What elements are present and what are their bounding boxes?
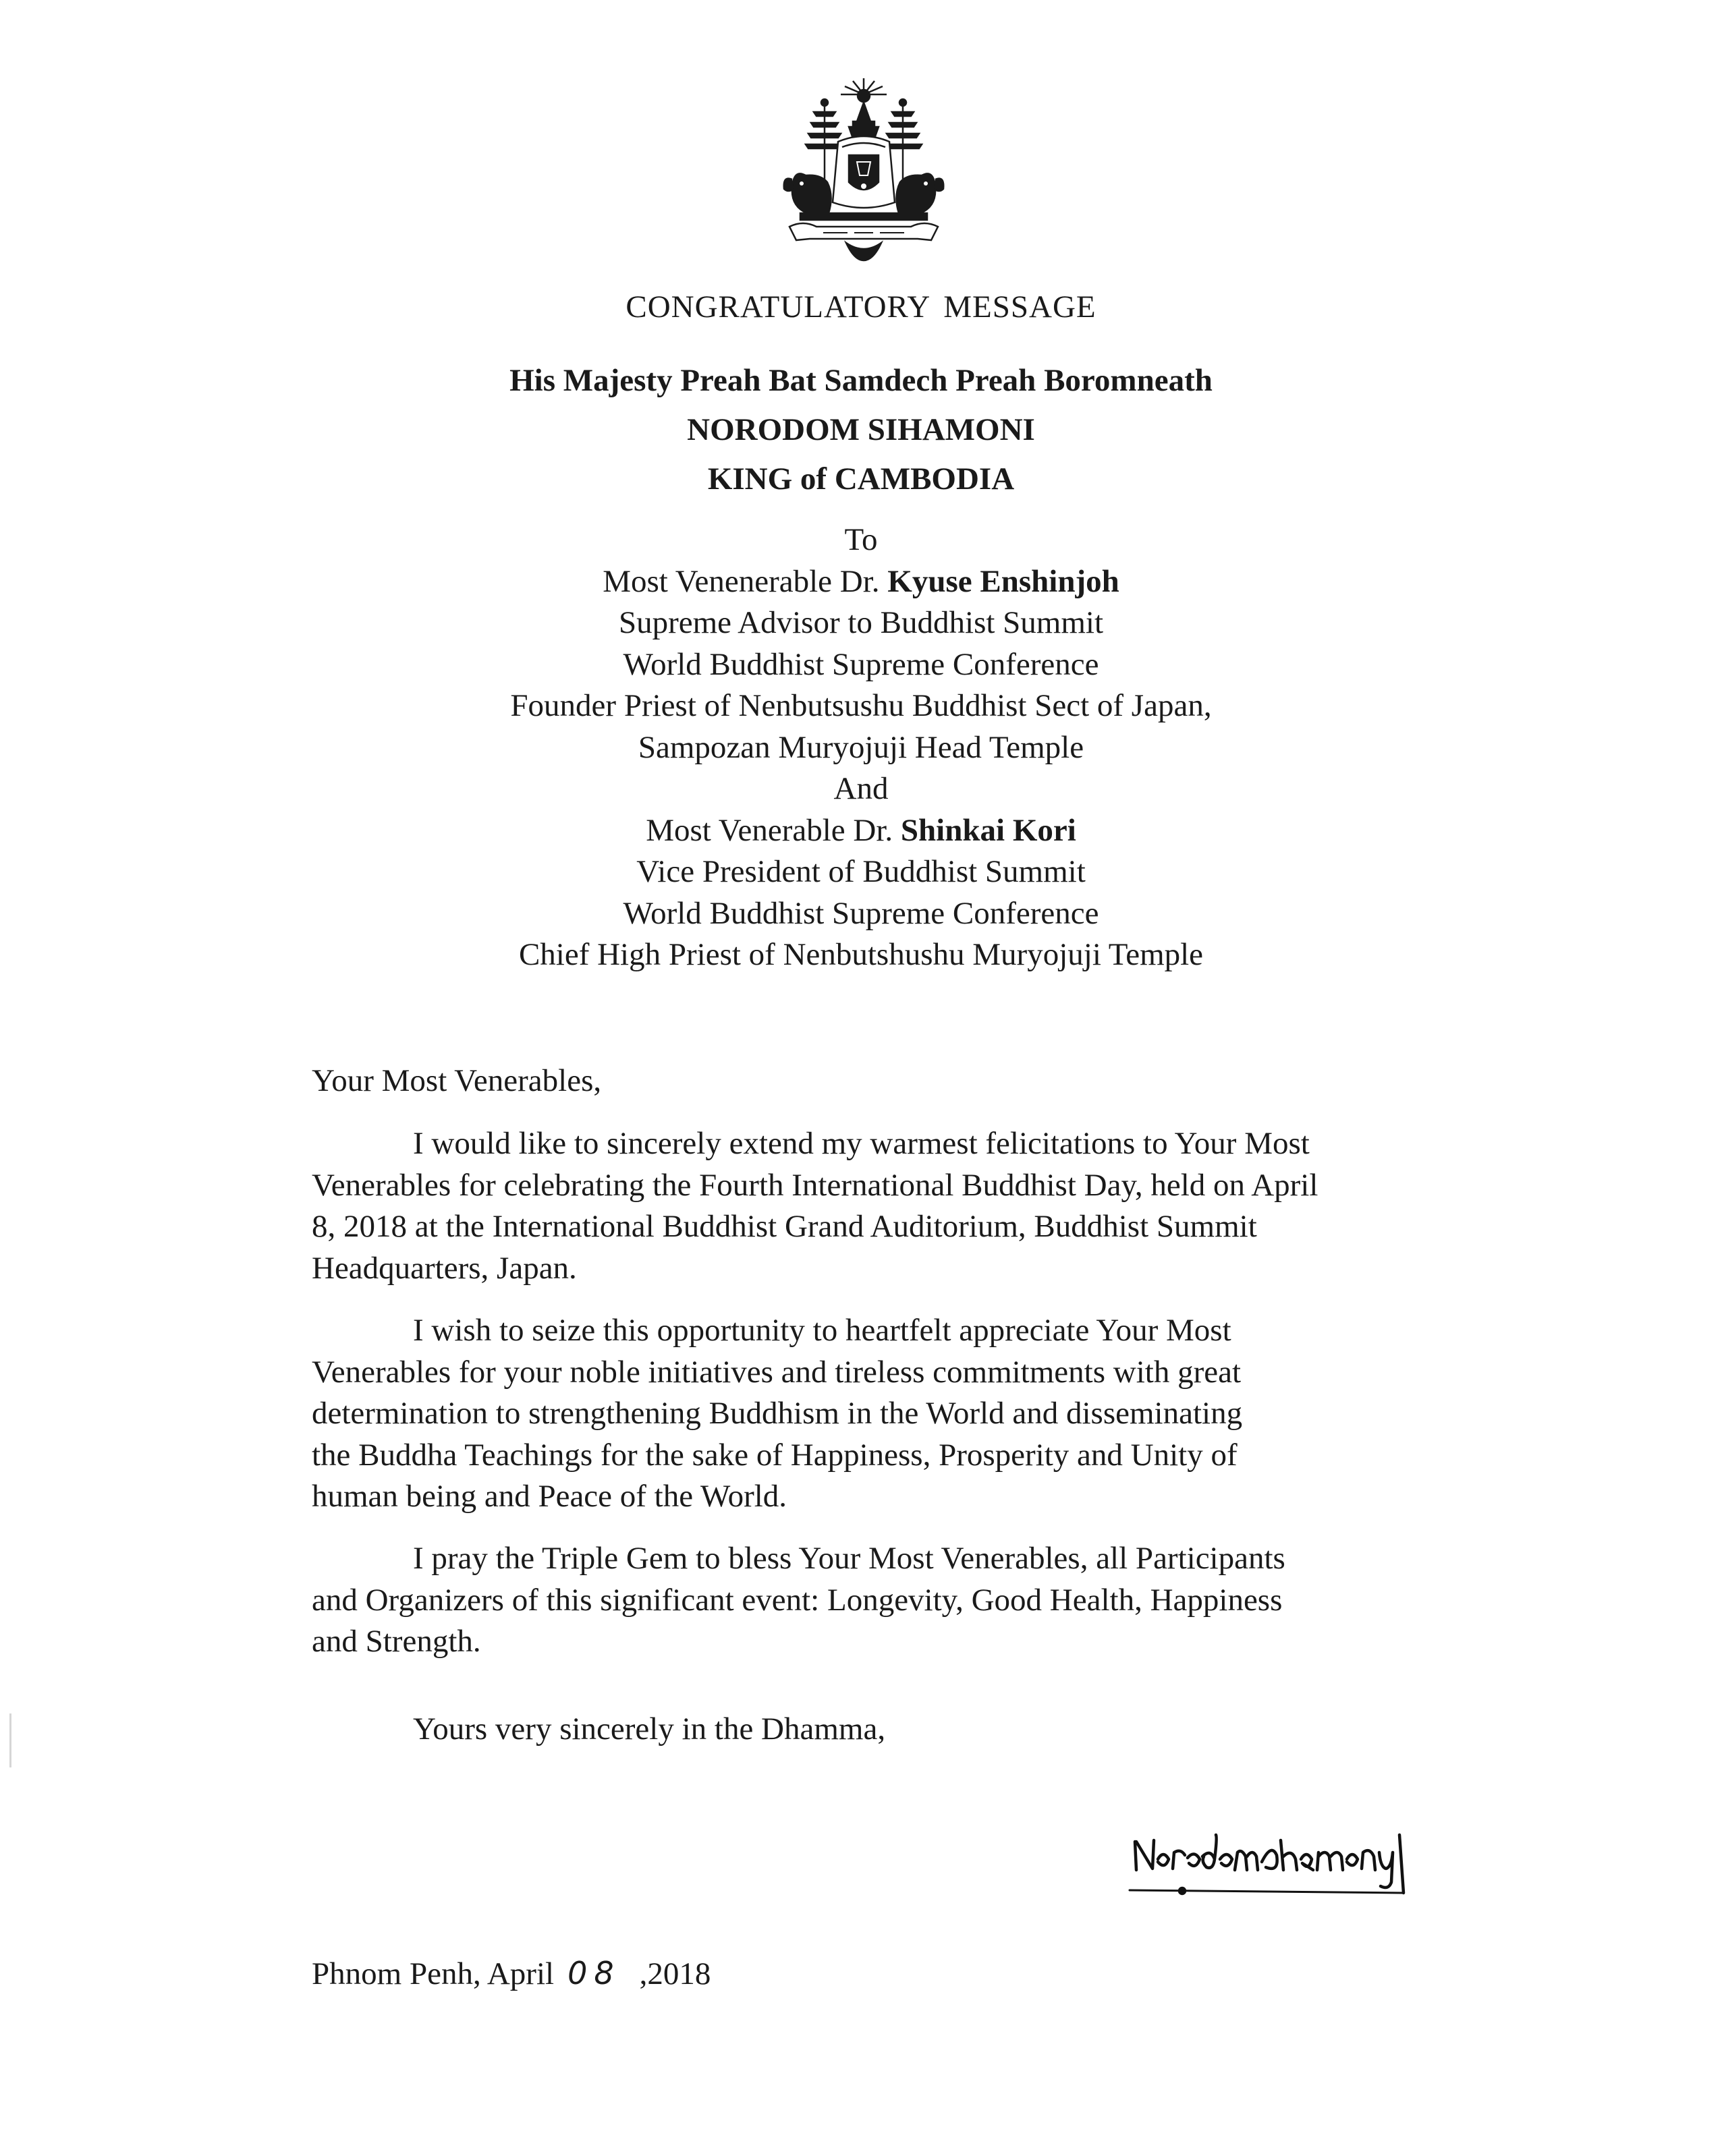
dateline-place-month: Phnom Penh, April xyxy=(312,1956,555,1991)
closing-line: Yours very sincerely in the Dhamma, xyxy=(413,1711,886,1747)
scan-edge-mark xyxy=(9,1713,11,1767)
sender-position: KING of CAMBODIA xyxy=(707,461,1015,497)
recipient-1-title-3: Founder Priest of Nenbutsushu Buddhist Sect of Japan, xyxy=(510,688,1212,723)
recipient-2-line xyxy=(0,810,1722,852)
recipient-1-title-2: World Buddhist Supreme Conference xyxy=(623,646,1099,682)
sender-name: NORODOM SIHAMONI xyxy=(687,412,1035,447)
paragraph-2 xyxy=(312,1310,1513,1518)
recipient-1-title-4: Sampozan Muryojuji Head Temple xyxy=(638,729,1084,765)
paragraph-line: I would like to sincerely extend my warmest felicitations to Your Most xyxy=(413,1126,1310,1161)
and-label: And xyxy=(833,771,889,806)
dateline xyxy=(312,1955,711,1992)
recipient-2-title-1: Vice President of Buddhist Summit xyxy=(636,854,1086,889)
recipient-2-title-3: Chief High Priest of Nenbutshushu Muryojuji Temple xyxy=(518,937,1204,972)
recipient-2-prefix: Most Venerable Dr. xyxy=(646,812,901,848)
handwritten-signature xyxy=(1127,1808,1437,1909)
paragraph-line: I pray the Triple Gem to bless Your Most Venerables, all Participants xyxy=(413,1541,1285,1576)
paragraph-line: I wish to seize this opportunity to heartfelt appreciate Your Most xyxy=(413,1313,1231,1348)
salutation: Your Most Venerables, xyxy=(312,1063,602,1098)
paragraph-line: and Organizers of this significant event: Longevity, Good Health, Happiness xyxy=(312,1582,1283,1618)
dateline-day-handwritten: 08 xyxy=(567,1955,621,1991)
royal-crest-icon xyxy=(762,74,965,263)
recipient-2-name: Shinkai Kori xyxy=(900,812,1076,848)
paragraph-line: Venerables for celebrating the Fourth International Buddhist Day, held on April xyxy=(312,1167,1318,1203)
to-label: To xyxy=(844,522,878,557)
paragraph-line: human being and Peace of the World. xyxy=(312,1479,787,1514)
sender-honorific xyxy=(0,356,1722,504)
crest-left-lion xyxy=(784,173,831,213)
paragraph-line: determination to strengthening Buddhism in the World and disseminating xyxy=(312,1396,1243,1431)
recipient-1-line xyxy=(0,561,1722,603)
paragraph-line: and Strength. xyxy=(312,1624,481,1659)
recipients-block xyxy=(0,519,1722,976)
recipient-1-prefix: Most Venenerable Dr. xyxy=(603,563,888,599)
paragraph-line: the Buddha Teachings for the sake of Happiness, Prosperity and Unity of xyxy=(312,1437,1238,1473)
document-title: CONGRATULATORY MESSAGE xyxy=(626,289,1096,324)
sender-title-line: His Majesty Preah Bat Samdech Preah Boromneath xyxy=(509,363,1213,398)
paragraph-line: Headquarters, Japan. xyxy=(312,1250,577,1286)
paragraph-line: 8, 2018 at the International Buddhist Grand Auditorium, Buddhist Summit xyxy=(312,1209,1257,1244)
crest-lotus-base xyxy=(846,243,881,260)
recipient-2-title-2: World Buddhist Supreme Conference xyxy=(623,895,1099,931)
crest-right-lion xyxy=(896,173,943,213)
dateline-year: ,2018 xyxy=(639,1956,711,1991)
paragraph-1 xyxy=(312,1123,1513,1289)
paragraph-3 xyxy=(312,1538,1513,1663)
crest-ribbon xyxy=(789,223,938,240)
recipient-1-title-1: Supreme Advisor to Buddhist Summit xyxy=(618,605,1104,640)
recipient-1-name: Kyuse Enshinjoh xyxy=(887,563,1119,599)
paragraph-line: Venerables for your noble initiatives and tireless commitments with great xyxy=(312,1354,1241,1390)
